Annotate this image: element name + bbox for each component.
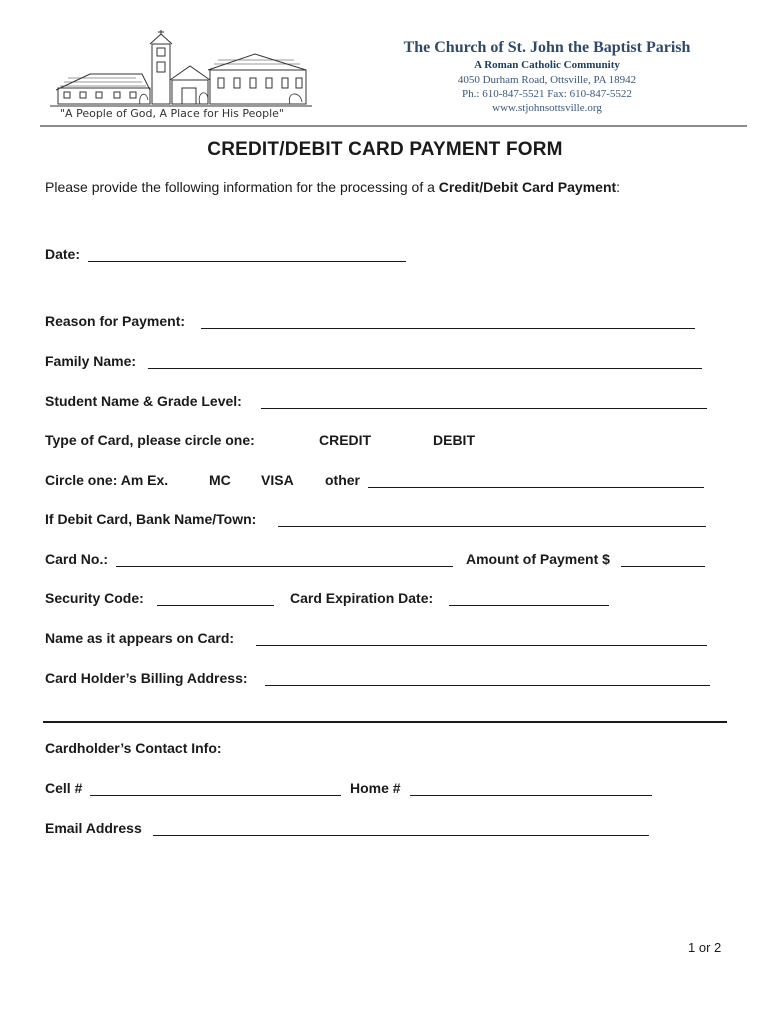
form-intro	[45, 179, 620, 195]
debit-bank-label: If Debit Card, Bank Name/Town:	[45, 511, 257, 527]
email-label: Email Address	[45, 820, 142, 836]
card-type-label: Type of Card, please circle one:	[45, 432, 255, 448]
cell-label: Cell #	[45, 780, 83, 796]
parish-website[interactable]: www.stjohnsottsville.org	[492, 102, 602, 114]
card-brand-other[interactable]: other	[325, 472, 360, 488]
debit-bank-field[interactable]	[278, 526, 706, 527]
intro-text: Please provide the following information for the processing of a	[45, 179, 439, 195]
parish-address: 4050 Durham Road, Ottsville, PA 18942	[457, 74, 637, 86]
parish-name: The Church of St. John the Baptist Parish	[403, 39, 691, 56]
parish-tagline: "A People of God, A Place for His People"	[60, 107, 284, 120]
contact-info-heading: Cardholder’s Contact Info:	[45, 740, 222, 756]
parish-community: A Roman Catholic Community	[474, 59, 620, 71]
student-field[interactable]	[261, 408, 707, 409]
card-number-field[interactable]	[116, 566, 453, 567]
church-logo	[50, 30, 312, 110]
expiration-label: Card Expiration Date:	[290, 590, 434, 606]
name-on-card-field[interactable]	[256, 645, 707, 646]
home-label: Home #	[350, 780, 401, 796]
name-on-card-label: Name as it appears on Card:	[45, 630, 235, 646]
section-divider	[43, 721, 727, 723]
intro-colon: :	[616, 179, 621, 195]
amount-field[interactable]	[621, 566, 705, 567]
page-number: 1 or 2	[688, 940, 722, 955]
security-code-field[interactable]	[157, 605, 274, 606]
card-brand-label-amex[interactable]: Circle one: Am Ex.	[45, 472, 169, 488]
billing-address-label: Card Holder’s Billing Address:	[45, 670, 248, 686]
security-code-label: Security Code:	[45, 590, 144, 606]
form-title: CREDIT/DEBIT CARD PAYMENT FORM	[207, 139, 563, 160]
card-brand-visa[interactable]: VISA	[261, 472, 294, 488]
amount-label: Amount of Payment $	[466, 551, 610, 567]
parish-phone-fax: Ph.: 610-847-5521 Fax: 610-847-5522	[462, 88, 632, 100]
student-label: Student Name & Grade Level:	[45, 393, 242, 409]
cell-field[interactable]	[90, 795, 341, 796]
home-field[interactable]	[410, 795, 652, 796]
date-field[interactable]	[88, 261, 406, 262]
reason-field[interactable]	[201, 328, 695, 329]
card-number-label: Card No.:	[45, 551, 108, 567]
other-brand-field[interactable]	[368, 487, 704, 488]
card-brand-mc[interactable]: MC	[209, 472, 231, 488]
intro-bold-text: Credit/Debit Card Payment	[438, 179, 617, 195]
credit-option[interactable]: CREDIT	[319, 432, 372, 448]
header-divider	[40, 125, 747, 127]
family-name-label: Family Name:	[45, 353, 137, 369]
expiration-field[interactable]	[449, 605, 609, 606]
billing-address-field[interactable]	[265, 685, 710, 686]
parish-info	[377, 38, 717, 115]
date-label: Date:	[45, 246, 81, 262]
email-field[interactable]	[153, 835, 649, 836]
reason-label: Reason for Payment:	[45, 313, 186, 329]
family-name-field[interactable]	[148, 368, 702, 369]
debit-option[interactable]: DEBIT	[433, 432, 475, 448]
